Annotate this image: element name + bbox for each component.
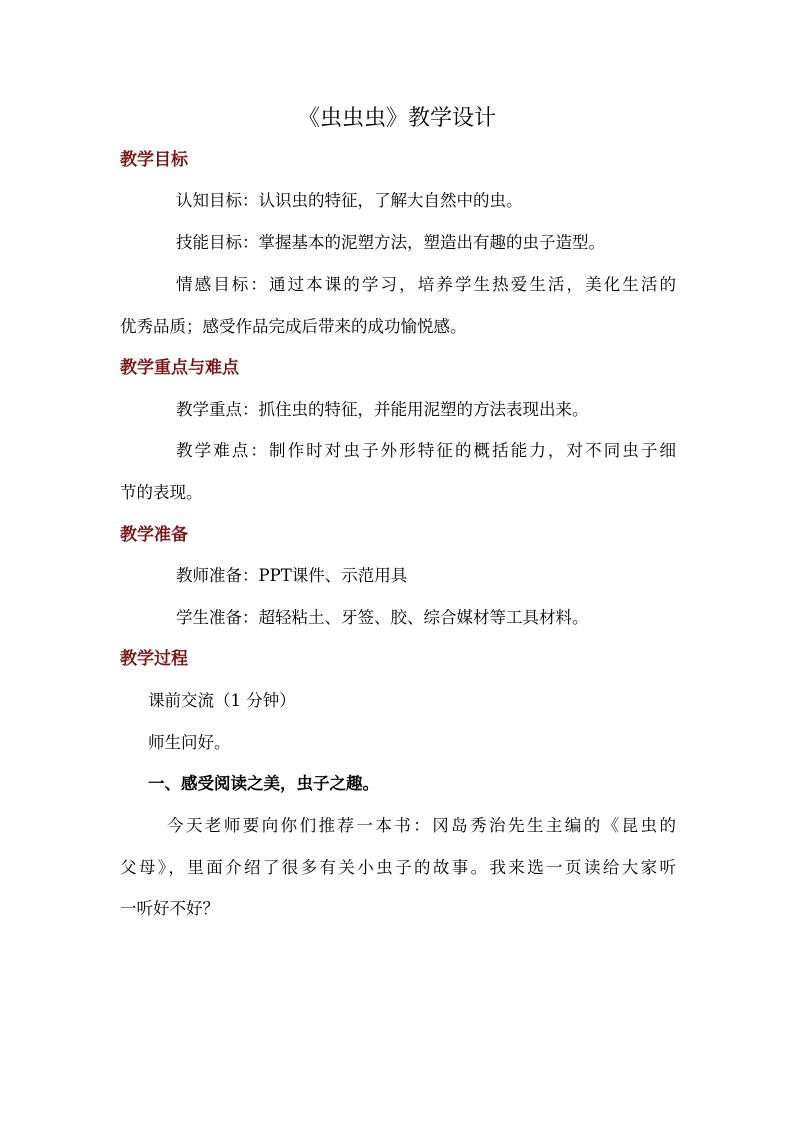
objective-skill: 技能目标：掌握基本的泥塑方法，塑造出有趣的虫子造型。 <box>176 233 605 252</box>
process-greeting: 师生问好。 <box>148 733 231 752</box>
key-point-focus: 教学重点：抓住虫的特征，并能用泥塑的方法表现出来。 <box>176 400 589 419</box>
key-point-difficulty-line1: 教学难点：制作时对虫子外形特征的概括能力，对不同虫子细 <box>176 441 676 460</box>
objective-cognitive: 认知目标：认识虫的特征，了解大自然中的虫。 <box>176 191 523 210</box>
preparation-teacher: 教师准备：PPT课件、示范用具 <box>176 566 408 585</box>
heading-key-points: 教学重点与难点 <box>120 358 239 378</box>
process-pre-class: 课前交流（1 分钟） <box>148 691 296 710</box>
objective-emotion-line2: 优秀品质；感受作品完成后带来的成功愉悦感。 <box>120 317 467 336</box>
process-paragraph-line3: 一听好不好？ <box>120 899 219 918</box>
heading-objectives: 教学目标 <box>120 150 188 170</box>
objective-emotion-line1: 情感目标：通过本课的学习，培养学生热爱生活，美化生活的 <box>176 275 676 294</box>
process-paragraph-line1: 今天老师要向你们推荐一本书：冈岛秀治先生主编的《昆虫的 <box>167 816 676 835</box>
process-paragraph-line2: 父母》，里面介绍了很多有关小虫子的故事。我来选一页读给大家听 <box>120 858 676 877</box>
heading-preparation: 教学准备 <box>120 525 188 545</box>
key-point-difficulty-line2: 节的表现。 <box>120 483 203 502</box>
heading-process: 教学过程 <box>120 649 188 669</box>
process-part1-title: 一、感受阅读之美，虫子之趣。 <box>148 774 379 793</box>
preparation-student: 学生准备：超轻粘土、牙签、胶、综合媒材等工具材料。 <box>176 608 589 627</box>
document-title: 《虫虫虫》教学设计 <box>297 106 496 131</box>
